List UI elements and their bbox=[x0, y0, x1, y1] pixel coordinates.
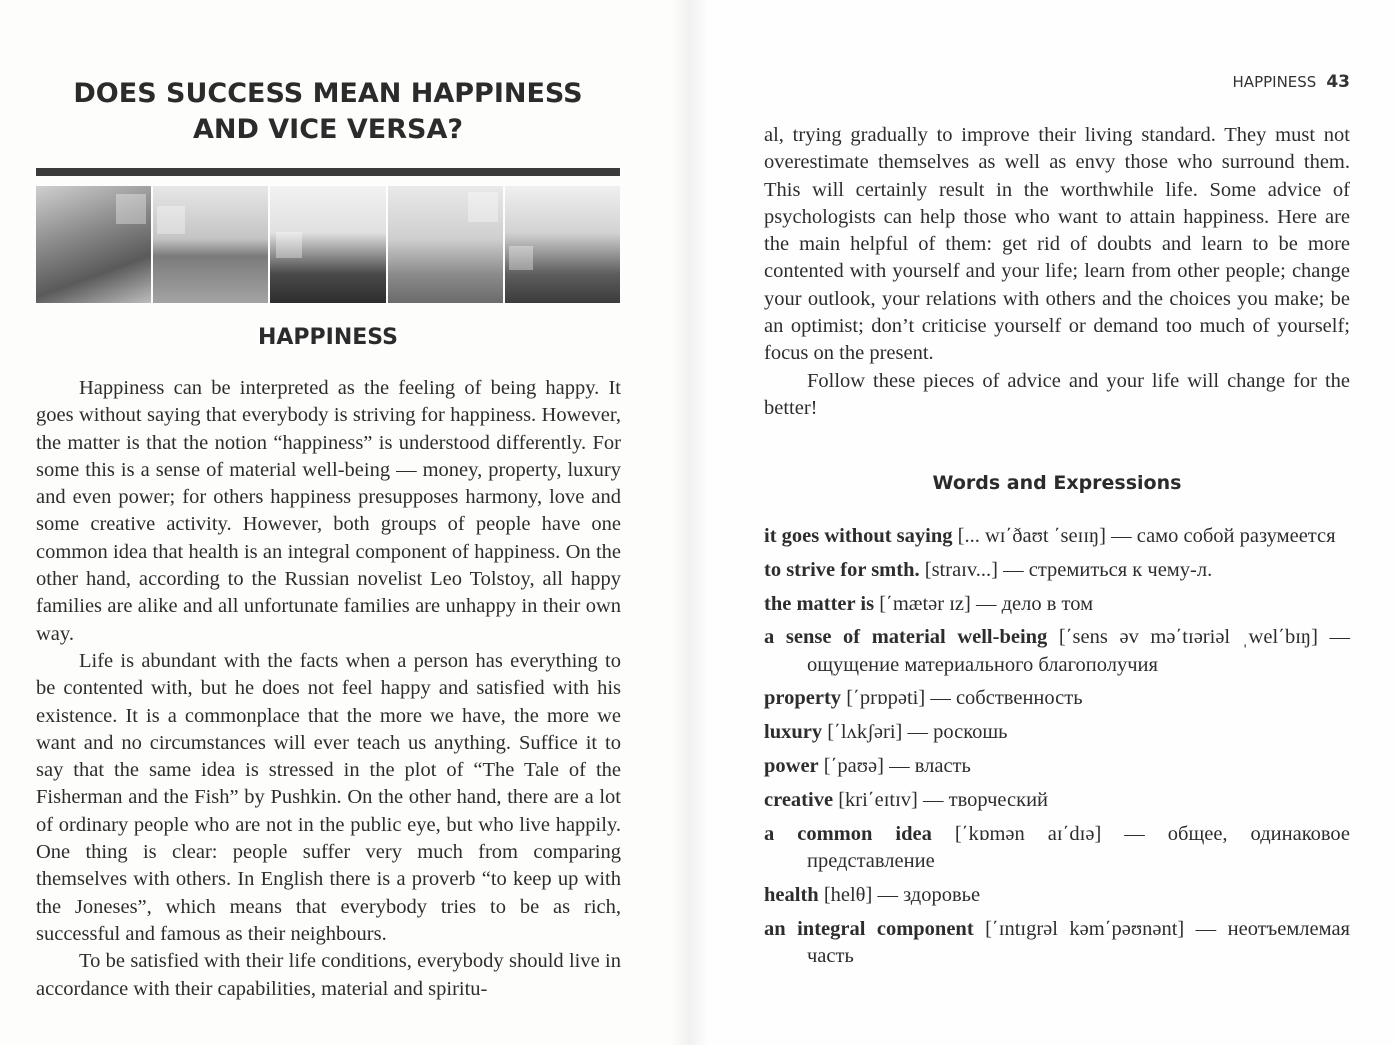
vocab-entry bbox=[764, 821, 1350, 876]
running-head-title: HAPPINESS bbox=[1232, 73, 1317, 91]
vocab-definition: [΄prɒpəti] — собственность bbox=[841, 687, 1083, 710]
page-number: 43 bbox=[1326, 72, 1350, 92]
vocab-entry bbox=[764, 624, 1350, 679]
section-heading: HAPPINESS bbox=[257, 325, 398, 350]
vocab-term: creative bbox=[764, 788, 834, 811]
vocab-definition: [... wɪ΄ðaʊt ΄seɪɪŋ] — само собой разумеется bbox=[952, 525, 1336, 547]
vocab-entry bbox=[764, 557, 1350, 584]
vocab-definition: [helθ] — здоровье bbox=[818, 883, 981, 906]
photo-couple-cycling bbox=[153, 186, 268, 303]
vocab-term: a common idea bbox=[764, 822, 932, 845]
vocab-definition: [straɪv...] — стремиться к чему-л. bbox=[919, 558, 1213, 581]
photo-collage bbox=[36, 186, 620, 303]
vocab-entry bbox=[764, 591, 1350, 618]
paragraph: Happiness can be interpreted as the feeling of being happy. It goes without saying that everybody is striving for happiness. However, the matter is that the notion “happiness” is understood differently. For some this is a sense of material well-being — money, property, luxury and even power; for others happiness presupposes harmony, love and some creative activity. However, both groups of people have one common idea that health is an integral component of happiness. On the other hand, according to the Russian novelist Leo Tolstoy, all happy families are alike and all unfortunate families are unhappy in their own way. bbox=[36, 377, 621, 645]
vocabulary-list bbox=[764, 523, 1350, 977]
running-head bbox=[1233, 70, 1350, 94]
photo-happy-businesspeople bbox=[270, 186, 385, 303]
right-body-text bbox=[764, 122, 1350, 422]
book-gutter bbox=[672, 0, 708, 1045]
left-body-text bbox=[36, 375, 621, 1003]
vocab-definition: [΄kɒmən aɪ΄dɪə] — общее, одинаковое представление bbox=[807, 822, 1350, 872]
photo-jumping-friends bbox=[388, 186, 503, 303]
vocab-term: power bbox=[764, 755, 819, 778]
vocab-definition: [΄lʌkʃəri] — роскошь bbox=[822, 721, 1008, 744]
chapter-title-line2: AND VICE VERSA? bbox=[192, 114, 464, 145]
vocab-definition: [΄paʊə] — власть bbox=[818, 755, 971, 778]
paragraph: Life is abundant with the facts when a person has everything to be contented with, but he does not feel happy and satisfied with his existence. It is a commonplace that the more we have, the more we want and no circumstances will ever teach us anything. Suffice it to say that the same idea is stressed in the plot of “The Tale of the Fisherman and the Fish” by Pushkin. On the other hand, there are a lot of ordinary people who are not in the public eye, but who live happily. One thing is clear: people suffer very much from comparing themselves with others. In English there is a proverb “to keep up with the Joneses”, which means that everybody tries to be as rich, successful and famous as their neighbours. bbox=[36, 649, 621, 945]
paragraph: To be satisfied with their life conditions, everybody should live in accordance with their capabilities, material and spiritu- bbox=[36, 950, 621, 1000]
vocab-entry bbox=[764, 523, 1350, 550]
chapter-title bbox=[36, 76, 620, 148]
vocab-entry bbox=[764, 882, 1350, 909]
title-rule bbox=[36, 168, 620, 176]
vocab-term: a sense of material well-being bbox=[764, 626, 1048, 649]
vocab-definition: [kri΄eɪtɪv] — творческий bbox=[833, 788, 1049, 811]
vocab-term: health bbox=[764, 883, 819, 906]
vocab-term: to strive for smth. bbox=[764, 558, 920, 581]
vocab-definition: [΄ɪntɪgrəl kəm΄pəʊnənt] — неотъемлемая часть bbox=[807, 917, 1350, 967]
vocab-entry bbox=[764, 916, 1350, 971]
vocab-term: luxury bbox=[764, 721, 823, 744]
vocab-entry bbox=[764, 719, 1350, 746]
vocab-term: it goes without saying bbox=[764, 525, 953, 547]
vocabulary-heading: Words and Expressions bbox=[932, 472, 1182, 494]
photo-stressed-man bbox=[36, 186, 151, 303]
paragraph: al, trying gradually to improve their living standard. They must not overestimate themselves as well as envy those who surround them. This will certainly result in the worthwhile life. Some advice of psychologists can help those who want to attain happiness. Here are the main helpful of them: get rid of doubts and learn to be more contented with yourself and your life; learn from other people; change your outlook, your relations with others and the choices you make; be an optimist; don’t criticise yourself or demand too much of yourself; focus on the present. bbox=[764, 124, 1350, 365]
vocab-definition: [΄sens əv mə΄tɪəriəl ˌwel΄bɪŋ] — ощущение материального благополучия bbox=[807, 626, 1351, 676]
vocab-entry bbox=[764, 787, 1350, 814]
paragraph: Follow these pieces of advice and your life will change for the better! bbox=[764, 369, 1350, 419]
vocab-term: the matter is bbox=[764, 592, 875, 615]
vocab-entry bbox=[764, 753, 1350, 780]
chapter-title-line1: DOES SUCCESS MEAN HAPPINESS bbox=[73, 78, 583, 109]
photo-mountain-summit bbox=[505, 186, 620, 303]
vocab-definition: [΄mætər ɪz] — дело в том bbox=[874, 592, 1094, 615]
vocab-term: an integral component bbox=[764, 917, 974, 940]
vocab-term: property bbox=[764, 687, 842, 710]
vocab-entry bbox=[764, 685, 1350, 712]
